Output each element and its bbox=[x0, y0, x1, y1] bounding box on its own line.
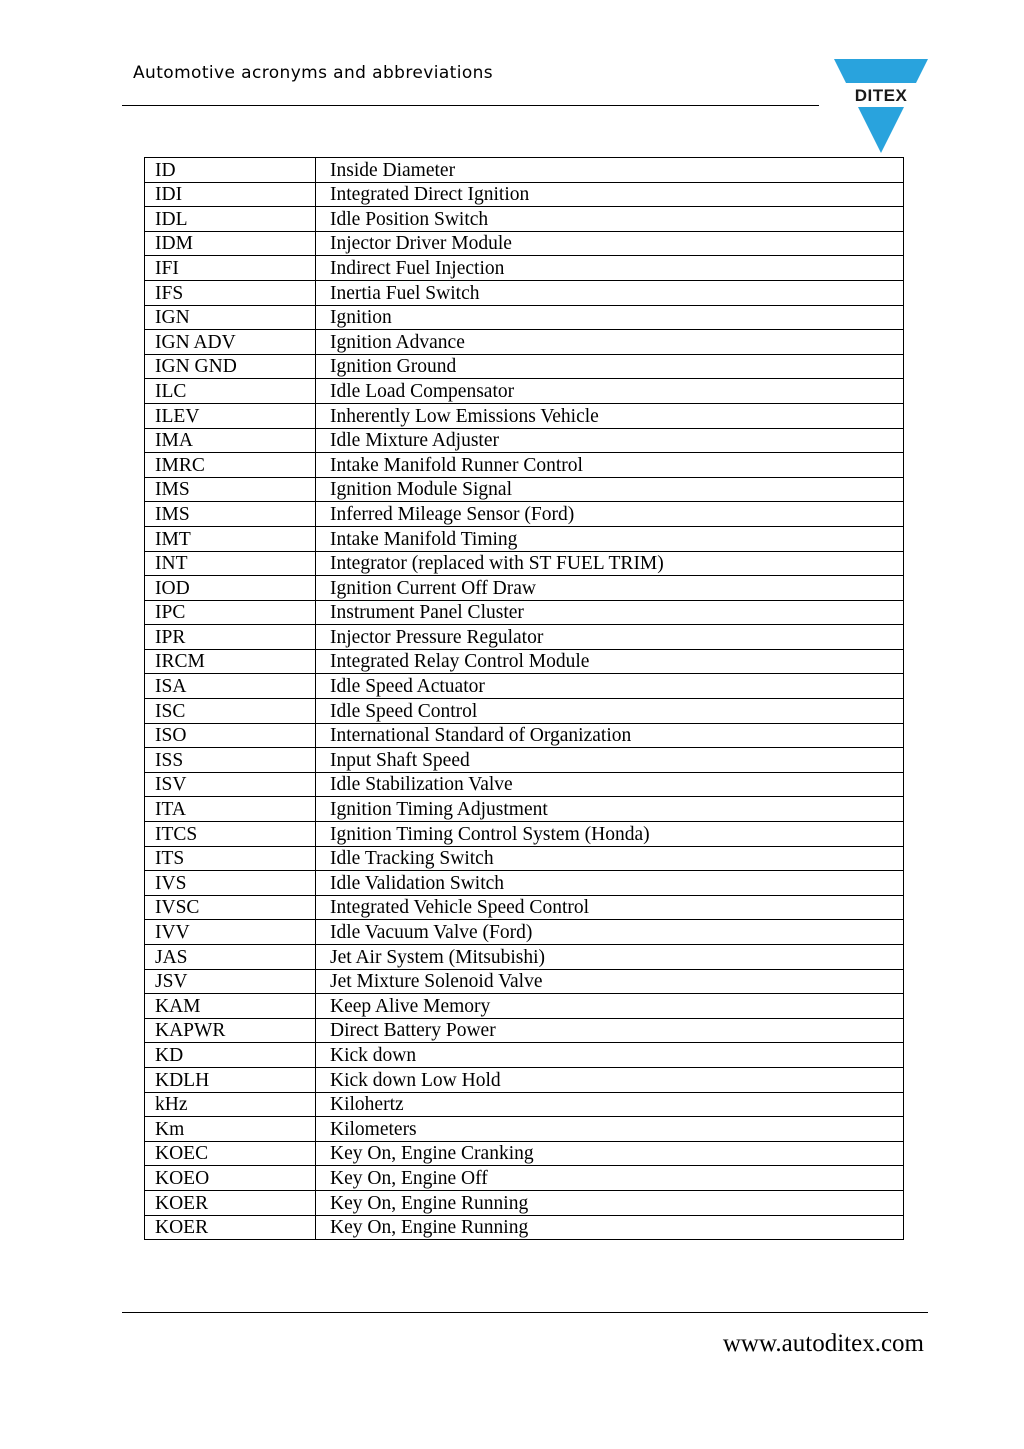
abbreviation-cell: KAM bbox=[145, 994, 316, 1019]
meaning-cell: International Standard of Organization bbox=[316, 723, 904, 748]
meaning-cell: Instrument Panel Cluster bbox=[316, 600, 904, 625]
table-row bbox=[145, 256, 904, 281]
abbreviation-cell: IDI bbox=[145, 182, 316, 207]
meaning-cell: Idle Validation Switch bbox=[316, 871, 904, 896]
abbreviation-cell: IMRC bbox=[145, 453, 316, 478]
table-row bbox=[145, 748, 904, 773]
table-row bbox=[145, 280, 904, 305]
meaning-cell: Key On, Engine Running bbox=[316, 1215, 904, 1240]
abbreviation-cell: ITS bbox=[145, 846, 316, 871]
abbreviation-cell: IMT bbox=[145, 526, 316, 551]
table-row bbox=[145, 158, 904, 183]
table-row bbox=[145, 846, 904, 871]
table-row bbox=[145, 305, 904, 330]
table-row bbox=[145, 354, 904, 379]
table-row bbox=[145, 1092, 904, 1117]
meaning-cell: Injector Pressure Regulator bbox=[316, 625, 904, 650]
table-row bbox=[145, 600, 904, 625]
table-row bbox=[145, 1166, 904, 1191]
abbreviation-cell: IPC bbox=[145, 600, 316, 625]
abbreviation-cell: IVSC bbox=[145, 895, 316, 920]
meaning-cell: Key On, Engine Cranking bbox=[316, 1141, 904, 1166]
table-row bbox=[145, 526, 904, 551]
meaning-cell: Kick down bbox=[316, 1043, 904, 1068]
abbreviation-cell: ISA bbox=[145, 674, 316, 699]
table-row bbox=[145, 428, 904, 453]
table-row bbox=[145, 772, 904, 797]
meaning-cell: Ignition Advance bbox=[316, 330, 904, 355]
abbreviation-cell: KOER bbox=[145, 1190, 316, 1215]
meaning-cell: Integrated Relay Control Module bbox=[316, 649, 904, 674]
abbreviation-cell: IMA bbox=[145, 428, 316, 453]
abbreviation-cell: IDM bbox=[145, 231, 316, 256]
abbreviation-cell: IDL bbox=[145, 207, 316, 232]
table-row bbox=[145, 453, 904, 478]
abbreviation-cell: KOEC bbox=[145, 1141, 316, 1166]
table-row bbox=[145, 822, 904, 847]
abbreviation-cell: INT bbox=[145, 551, 316, 576]
meaning-cell: Jet Mixture Solenoid Valve bbox=[316, 969, 904, 994]
abbreviation-cell: KDLH bbox=[145, 1067, 316, 1092]
table-row bbox=[145, 649, 904, 674]
meaning-cell: Ignition bbox=[316, 305, 904, 330]
footer-website: www.autoditex.com bbox=[722, 1330, 924, 1357]
table-row bbox=[145, 723, 904, 748]
meaning-cell: Integrator (replaced with ST FUEL TRIM) bbox=[316, 551, 904, 576]
abbreviation-cell: ISO bbox=[145, 723, 316, 748]
meaning-cell: Intake Manifold Timing bbox=[316, 526, 904, 551]
table-row bbox=[145, 182, 904, 207]
abbreviation-cell: IMS bbox=[145, 477, 316, 502]
table-row bbox=[145, 1043, 904, 1068]
table-row bbox=[145, 895, 904, 920]
table-row bbox=[145, 674, 904, 699]
meaning-cell: Inherently Low Emissions Vehicle bbox=[316, 403, 904, 428]
abbreviation-cell: ITCS bbox=[145, 822, 316, 847]
meaning-cell: Idle Vacuum Valve (Ford) bbox=[316, 920, 904, 945]
meaning-cell: Ignition Timing Adjustment bbox=[316, 797, 904, 822]
meaning-cell: Ignition Ground bbox=[316, 354, 904, 379]
abbreviation-cell: ILEV bbox=[145, 403, 316, 428]
abbreviation-cell: KD bbox=[145, 1043, 316, 1068]
table-row bbox=[145, 920, 904, 945]
meaning-cell: Integrated Direct Ignition bbox=[316, 182, 904, 207]
meaning-cell: Idle Speed Control bbox=[316, 699, 904, 724]
table-row bbox=[145, 1117, 904, 1142]
abbreviation-cell: IVV bbox=[145, 920, 316, 945]
meaning-cell: Inertia Fuel Switch bbox=[316, 280, 904, 305]
abbreviation-cell: IFS bbox=[145, 280, 316, 305]
abbreviation-cell: ISS bbox=[145, 748, 316, 773]
meaning-cell: Intake Manifold Runner Control bbox=[316, 453, 904, 478]
table-row bbox=[145, 1067, 904, 1092]
abbreviation-cell: IGN bbox=[145, 305, 316, 330]
ditex-logo-triangle bbox=[834, 59, 928, 153]
meaning-cell: Inside Diameter bbox=[316, 158, 904, 183]
table-row bbox=[145, 797, 904, 822]
abbreviation-cell: kHz bbox=[145, 1092, 316, 1117]
meaning-cell: Kilometers bbox=[316, 1117, 904, 1142]
table-row bbox=[145, 231, 904, 256]
header-divider bbox=[122, 105, 819, 106]
page-header-title: Automotive acronyms and abbreviations bbox=[133, 63, 494, 83]
table-row bbox=[145, 477, 904, 502]
abbreviation-cell: Km bbox=[145, 1117, 316, 1142]
meaning-cell: Ignition Current Off Draw bbox=[316, 576, 904, 601]
abbreviation-cell: ILC bbox=[145, 379, 316, 404]
abbreviation-cell: IMS bbox=[145, 502, 316, 527]
table-row bbox=[145, 1141, 904, 1166]
meaning-cell: Key On, Engine Off bbox=[316, 1166, 904, 1191]
table-row bbox=[145, 1018, 904, 1043]
abbreviation-cell: KOEO bbox=[145, 1166, 316, 1191]
meaning-cell: Kick down Low Hold bbox=[316, 1067, 904, 1092]
table-row bbox=[145, 1190, 904, 1215]
meaning-cell: Ignition Timing Control System (Honda) bbox=[316, 822, 904, 847]
abbreviation-cell: IRCM bbox=[145, 649, 316, 674]
meaning-cell: Indirect Fuel Injection bbox=[316, 256, 904, 281]
abbreviation-cell: JAS bbox=[145, 945, 316, 970]
acronym-table-body bbox=[145, 158, 904, 1240]
meaning-cell: Direct Battery Power bbox=[316, 1018, 904, 1043]
table-row bbox=[145, 502, 904, 527]
table-row bbox=[145, 625, 904, 650]
abbreviation-cell: KAPWR bbox=[145, 1018, 316, 1043]
table-row bbox=[145, 699, 904, 724]
meaning-cell: Idle Tracking Switch bbox=[316, 846, 904, 871]
meaning-cell: Idle Speed Actuator bbox=[316, 674, 904, 699]
meaning-cell: Key On, Engine Running bbox=[316, 1190, 904, 1215]
abbreviation-cell: ISC bbox=[145, 699, 316, 724]
ditex-logo bbox=[834, 59, 928, 153]
table-row bbox=[145, 330, 904, 355]
meaning-cell: Kilohertz bbox=[316, 1092, 904, 1117]
meaning-cell: Idle Mixture Adjuster bbox=[316, 428, 904, 453]
meaning-cell: Injector Driver Module bbox=[316, 231, 904, 256]
abbreviation-cell: IOD bbox=[145, 576, 316, 601]
abbreviation-cell: ID bbox=[145, 158, 316, 183]
table-row bbox=[145, 576, 904, 601]
abbreviation-cell: IGN GND bbox=[145, 354, 316, 379]
table-row bbox=[145, 551, 904, 576]
table-row bbox=[145, 994, 904, 1019]
meaning-cell: Input Shaft Speed bbox=[316, 748, 904, 773]
abbreviation-cell: IVS bbox=[145, 871, 316, 896]
table-row bbox=[145, 969, 904, 994]
meaning-cell: Jet Air System (Mitsubishi) bbox=[316, 945, 904, 970]
table-row bbox=[145, 379, 904, 404]
table-row bbox=[145, 1215, 904, 1240]
meaning-cell: Integrated Vehicle Speed Control bbox=[316, 895, 904, 920]
abbreviation-cell: ITA bbox=[145, 797, 316, 822]
table-row bbox=[145, 207, 904, 232]
table-row bbox=[145, 403, 904, 428]
abbreviation-cell: IFI bbox=[145, 256, 316, 281]
meaning-cell: Inferred Mileage Sensor (Ford) bbox=[316, 502, 904, 527]
abbreviation-cell: JSV bbox=[145, 969, 316, 994]
abbreviation-cell: KOER bbox=[145, 1215, 316, 1240]
meaning-cell: Keep Alive Memory bbox=[316, 994, 904, 1019]
meaning-cell: Idle Stabilization Valve bbox=[316, 772, 904, 797]
table-row bbox=[145, 871, 904, 896]
abbreviation-cell: IGN ADV bbox=[145, 330, 316, 355]
ditex-logo-text: DITEX bbox=[854, 86, 908, 105]
table-row bbox=[145, 945, 904, 970]
acronym-table bbox=[144, 157, 904, 1240]
abbreviation-cell: IPR bbox=[145, 625, 316, 650]
meaning-cell: Idle Position Switch bbox=[316, 207, 904, 232]
footer-divider bbox=[122, 1312, 928, 1313]
meaning-cell: Idle Load Compensator bbox=[316, 379, 904, 404]
meaning-cell: Ignition Module Signal bbox=[316, 477, 904, 502]
abbreviation-cell: ISV bbox=[145, 772, 316, 797]
